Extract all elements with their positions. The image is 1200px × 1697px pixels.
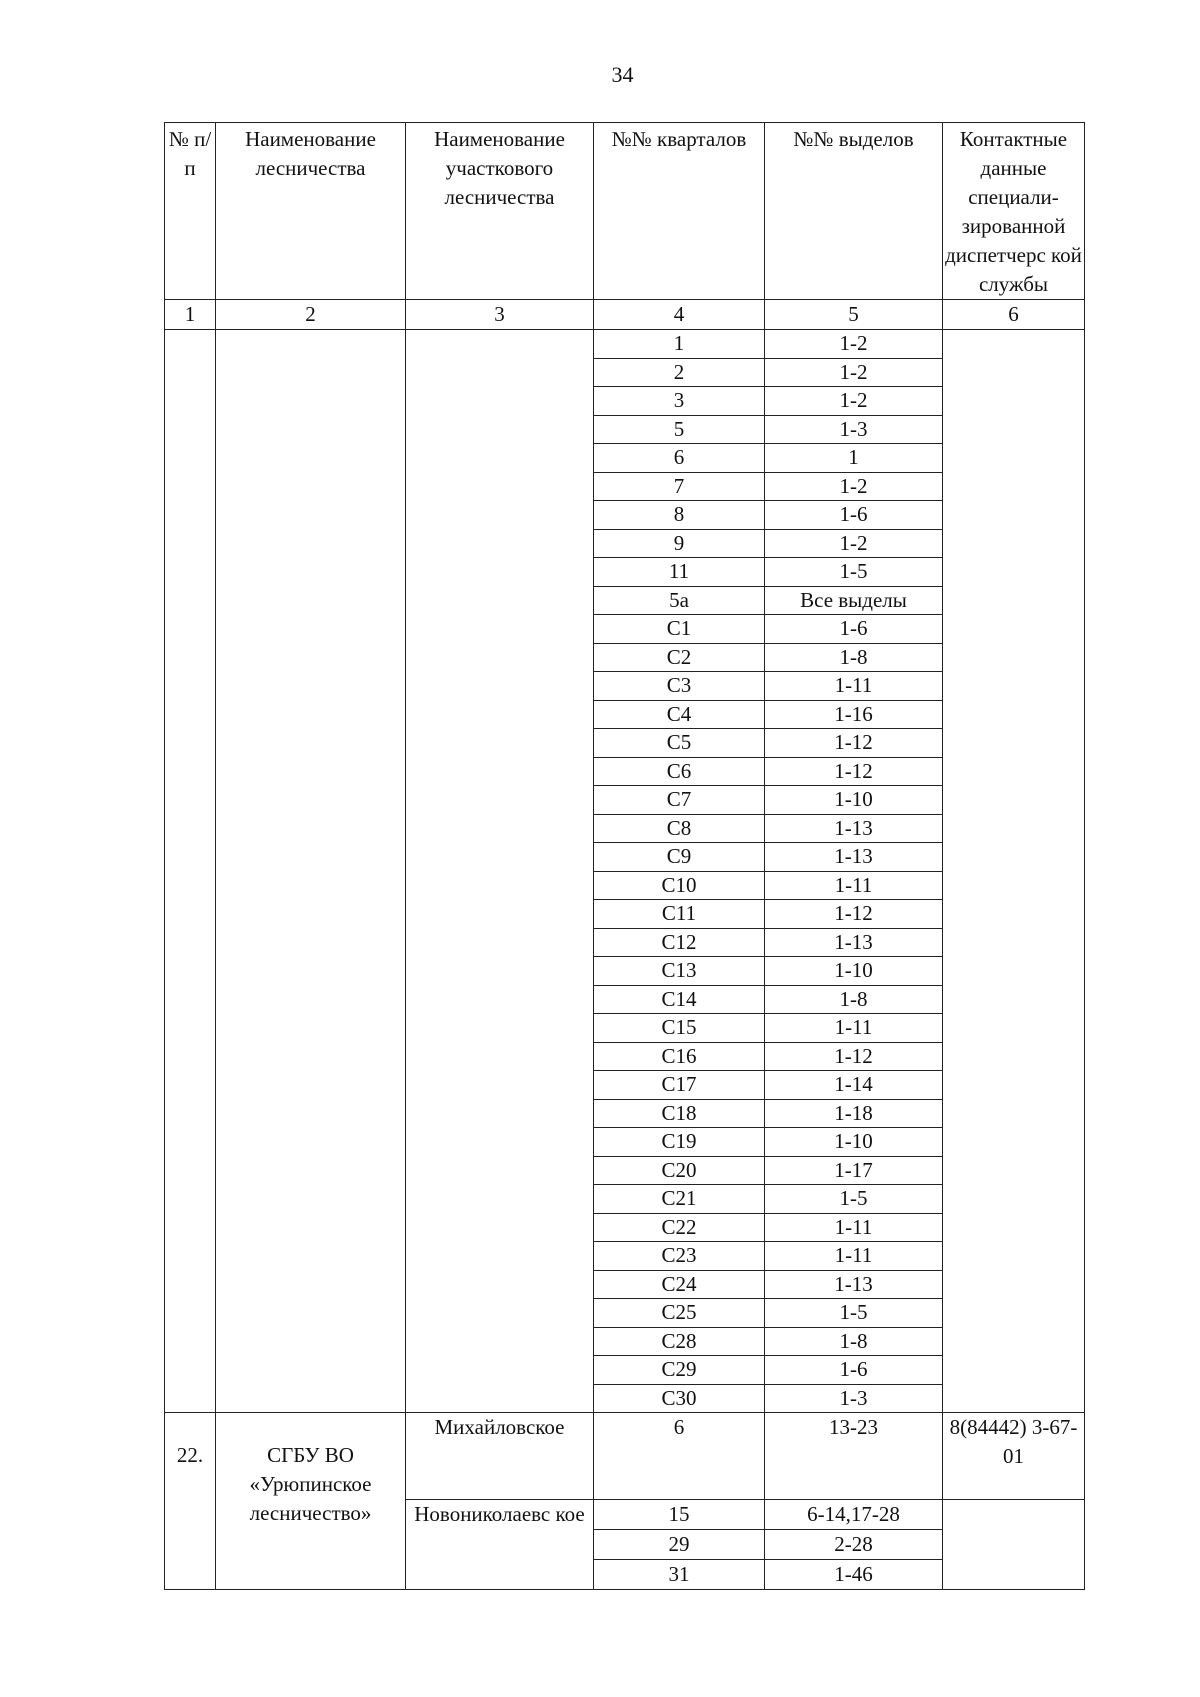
- allotment-cell: Все выделы: [765, 586, 943, 615]
- column-number: 6: [943, 300, 1085, 330]
- quarter-cell: С16: [594, 1042, 765, 1071]
- contact-cell-empty: [943, 1500, 1085, 1590]
- allotment-cell: 1-6: [765, 501, 943, 530]
- quarter-cell: С15: [594, 1014, 765, 1043]
- quarter-cell: 7: [594, 472, 765, 501]
- quarter-cell: С21: [594, 1185, 765, 1214]
- allotment-cell: 1-11: [765, 1242, 943, 1271]
- allotment-cell: 1-17: [765, 1156, 943, 1185]
- forestry-table: [164, 122, 1085, 1590]
- allotment-cell: 1-18: [765, 1099, 943, 1128]
- allotment-cell: 1-14: [765, 1071, 943, 1100]
- quarter-cell: С29: [594, 1356, 765, 1385]
- quarter-cell: 5: [594, 415, 765, 444]
- allotment-cell: 1-2: [765, 330, 943, 359]
- table-row: [165, 1413, 1085, 1500]
- table-row: [165, 330, 1085, 359]
- quarter-cell: С28: [594, 1327, 765, 1356]
- quarter-cell: С8: [594, 814, 765, 843]
- column-number: 5: [765, 300, 943, 330]
- allotment-cell: 1-12: [765, 729, 943, 758]
- quarter-cell: 6: [594, 1413, 765, 1500]
- quarter-cell: С10: [594, 871, 765, 900]
- allotment-cell: 1-2: [765, 529, 943, 558]
- quarter-cell: С18: [594, 1099, 765, 1128]
- allotment-cell: 1-5: [765, 1185, 943, 1214]
- allotment-cell: 1-13: [765, 814, 943, 843]
- quarter-cell: 29: [594, 1530, 765, 1560]
- quarter-cell: 1: [594, 330, 765, 359]
- allotment-cell: 2-28: [765, 1530, 943, 1560]
- allotment-cell: 1-3: [765, 1384, 943, 1413]
- header-sub-forestry: Наименование участкового лесничества: [406, 123, 594, 300]
- allotment-cell: 1-2: [765, 358, 943, 387]
- allotment-cell: 1-3: [765, 415, 943, 444]
- quarter-cell: С20: [594, 1156, 765, 1185]
- quarter-cell: С24: [594, 1270, 765, 1299]
- contact-cell-empty: [943, 330, 1085, 1413]
- quarter-cell: С1: [594, 615, 765, 644]
- column-number-row: [165, 300, 1085, 330]
- quarter-cell: С4: [594, 700, 765, 729]
- allotment-cell: 1-10: [765, 1128, 943, 1157]
- allotment-cell: 1-12: [765, 757, 943, 786]
- quarter-cell: 31: [594, 1560, 765, 1590]
- allotment-cell: 6-14,17-28: [765, 1500, 943, 1530]
- quarter-cell: С6: [594, 757, 765, 786]
- entry-number: 22.: [165, 1413, 216, 1590]
- sub-forestry-name: Новониколаевс кое: [406, 1500, 594, 1590]
- allotment-cell: 1-5: [765, 558, 943, 587]
- quarter-cell: С14: [594, 985, 765, 1014]
- allotment-cell: 1: [765, 444, 943, 473]
- allotment-cell: 1-8: [765, 1327, 943, 1356]
- allotment-cell: 1-11: [765, 871, 943, 900]
- quarter-cell: С30: [594, 1384, 765, 1413]
- quarter-cell: С5: [594, 729, 765, 758]
- column-number: 4: [594, 300, 765, 330]
- allotment-cell: 1-13: [765, 843, 943, 872]
- quarter-cell: С13: [594, 957, 765, 986]
- quarter-cell: 6: [594, 444, 765, 473]
- quarter-cell: 9: [594, 529, 765, 558]
- column-number: 3: [406, 300, 594, 330]
- forestry-name: СГБУ ВО «Урюпинское лесничество»: [216, 1413, 406, 1590]
- sub-forestry-name: Михайловское: [406, 1413, 594, 1500]
- allotment-cell: 1-10: [765, 957, 943, 986]
- header-quarters: №№ кварталов: [594, 123, 765, 300]
- forestry-name-empty: [216, 330, 406, 1413]
- quarter-cell: 15: [594, 1500, 765, 1530]
- quarter-cell: С17: [594, 1071, 765, 1100]
- quarter-cell: С12: [594, 928, 765, 957]
- quarter-cell: С22: [594, 1213, 765, 1242]
- allotment-cell: 1-12: [765, 900, 943, 929]
- entry-number-empty: [165, 330, 216, 1413]
- quarter-cell: 11: [594, 558, 765, 587]
- allotment-cell: 1-46: [765, 1560, 943, 1590]
- quarter-cell: 2: [594, 358, 765, 387]
- header-num: № п/п: [165, 123, 216, 300]
- quarter-cell: С3: [594, 672, 765, 701]
- allotment-cell: 1-2: [765, 387, 943, 416]
- quarter-cell: С11: [594, 900, 765, 929]
- quarter-cell: С7: [594, 786, 765, 815]
- allotment-cell: 1-8: [765, 643, 943, 672]
- allotment-cell: 1-6: [765, 1356, 943, 1385]
- allotment-cell: 1-11: [765, 672, 943, 701]
- contact-cell: 8(84442) 3-67-01: [943, 1413, 1085, 1500]
- allotment-cell: 1-13: [765, 1270, 943, 1299]
- quarter-cell: С23: [594, 1242, 765, 1271]
- allotment-cell: 1-12: [765, 1042, 943, 1071]
- header-allotments: №№ выделов: [765, 123, 943, 300]
- quarter-cell: 5а: [594, 586, 765, 615]
- sub-forestry-empty: [406, 330, 594, 1413]
- allotment-cell: 1-10: [765, 786, 943, 815]
- quarter-cell: С9: [594, 843, 765, 872]
- allotment-cell: 13-23: [765, 1413, 943, 1500]
- quarter-cell: С19: [594, 1128, 765, 1157]
- continued-section: [165, 330, 1085, 1413]
- quarter-cell: 3: [594, 387, 765, 416]
- allotment-cell: 1-5: [765, 1299, 943, 1328]
- column-number: 2: [216, 300, 406, 330]
- allotment-cell: 1-8: [765, 985, 943, 1014]
- column-number: 1: [165, 300, 216, 330]
- allotment-cell: 1-13: [765, 928, 943, 957]
- allotment-cell: 1-6: [765, 615, 943, 644]
- header-forestry: Наименование лесничества: [216, 123, 406, 300]
- quarter-cell: 8: [594, 501, 765, 530]
- page-number: 34: [611, 62, 634, 87]
- header-contacts: Контактные данные специали-зированной диспетчерс кой службы: [943, 123, 1085, 300]
- allotment-cell: 1-11: [765, 1014, 943, 1043]
- quarter-cell: С2: [594, 643, 765, 672]
- quarter-cell: С25: [594, 1299, 765, 1328]
- entry-22: [165, 1413, 1085, 1590]
- allotment-cell: 1-16: [765, 700, 943, 729]
- allotment-cell: 1-11: [765, 1213, 943, 1242]
- allotment-cell: 1-2: [765, 472, 943, 501]
- header-row: [165, 123, 1085, 300]
